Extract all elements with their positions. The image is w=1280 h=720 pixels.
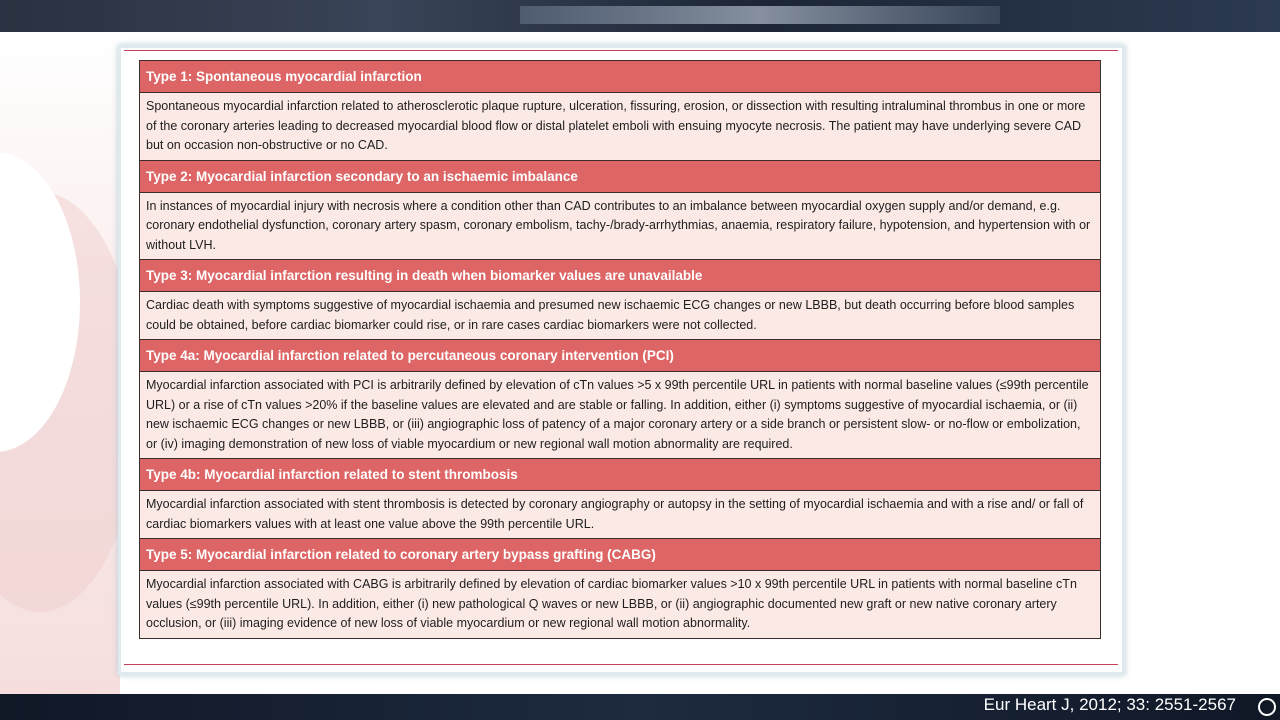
type-3-text: Cardiac death with symptoms suggestive of myocardial ischaemia and presumed new ischaemic ECG changes or new LBBB, but death occurring before blood samples could be obtained, before cardiac biomarker could rise, or in rare cases cardiac biomarkers were not collected. xyxy=(146,298,1075,332)
type-1-description xyxy=(140,93,1100,161)
type-2-description xyxy=(140,193,1100,261)
type-3-header: Type 3: Myocardial infarction resulting in death when biomarker values are unavailable xyxy=(140,260,1100,292)
mi-classification-table xyxy=(139,60,1101,639)
background-decoration xyxy=(0,32,120,694)
citation-text: Eur Heart J, 2012; 33: 2551-2567 xyxy=(983,695,1236,714)
type-5-header: Type 5: Myocardial infarction related to coronary artery bypass grafting (CABG) xyxy=(140,539,1100,571)
type-1-text: Spontaneous myocardial infarction related to atherosclerotic plaque rupture, ulceration, fissuring, erosion, or dissection with resulting intraluminal thrombus in one or more of the coronary arteries leading to decreased myocardial blood flow or distal platelet emboli with ensuing myocyte necrosis. The patient may have underlying severe CAD but on occasion non-obstructive or no CAD. xyxy=(146,99,1086,152)
settings-icon[interactable] xyxy=(1258,698,1276,716)
banner-highlight xyxy=(520,6,1000,24)
type-5-description xyxy=(140,571,1100,638)
type-2-text: In instances of myocardial injury with necrosis where a condition other than CAD contributes to an imbalance between myocardial oxygen supply and/or demand, e.g. coronary endothelial dysfunction, coronary artery spasm, coronary embolism, tachy-/brady-arrhythmias, anaemia, respiratory failure, hypotension, and hypertension with or without LVH. xyxy=(146,198,1091,252)
type-4b-header: Type 4b: Myocardial infarction related to stent thrombosis xyxy=(140,459,1100,491)
type-4a-description xyxy=(140,372,1100,459)
type-4b-text: Myocardial infarction associated with stent thrombosis is detected by coronary angiography or autopsy in the setting of myocardial ischaemia and with a rise and/ or fall of cardiac biomarkers values with at least one value above the 99th percentile URL. xyxy=(146,497,1084,531)
type-3-description xyxy=(140,292,1100,340)
type-4a-header: Type 4a: Myocardial infarction related to percutaneous coronary intervention (PCI) xyxy=(140,340,1100,372)
top-rule xyxy=(124,50,1118,51)
bottom-rule xyxy=(124,664,1118,665)
type-1-header: Type 1: Spontaneous myocardial infarction xyxy=(140,61,1100,93)
type-2-header: Type 2: Myocardial infarction secondary to an ischaemic imbalance xyxy=(140,161,1100,193)
type-4b-description xyxy=(140,491,1100,539)
top-banner xyxy=(0,0,1280,32)
type-4a-text: Myocardial infarction associated with PCI is arbitrarily defined by elevation of cTn values >5 x 99th percentile URL in patients with normal baseline values (≤99th percentile URL) or a rise of cTn values >20% if the baseline values are elevated and are stable or falling. In addition, either (i) symptoms suggestive of myocardial ischaemia, or (ii) new ischaemic ECG changes or new LBBB, or (iii) angiographic loss of patency of a major coronary artery or a side branch or persistent slow- or no-flow or embolization, or (iv) imaging demonstration of new loss of viable myocardium or new regional wall motion abnormality are required. xyxy=(146,378,1089,451)
type-5-text: Myocardial infarction associated with CABG is arbitrarily defined by elevation of cardiac biomarker values >10 x 99th percentile URL in patients with normal baseline cTn values (≤99th percentile URL). In addition, either (i) new pathological Q waves or new LBBB, or (ii) angiographic documented new graft or new native coronary artery occlusion, or (iii) imaging evidence of new loss of viable myocardium or new regional wall motion abnormality. xyxy=(146,577,1077,630)
